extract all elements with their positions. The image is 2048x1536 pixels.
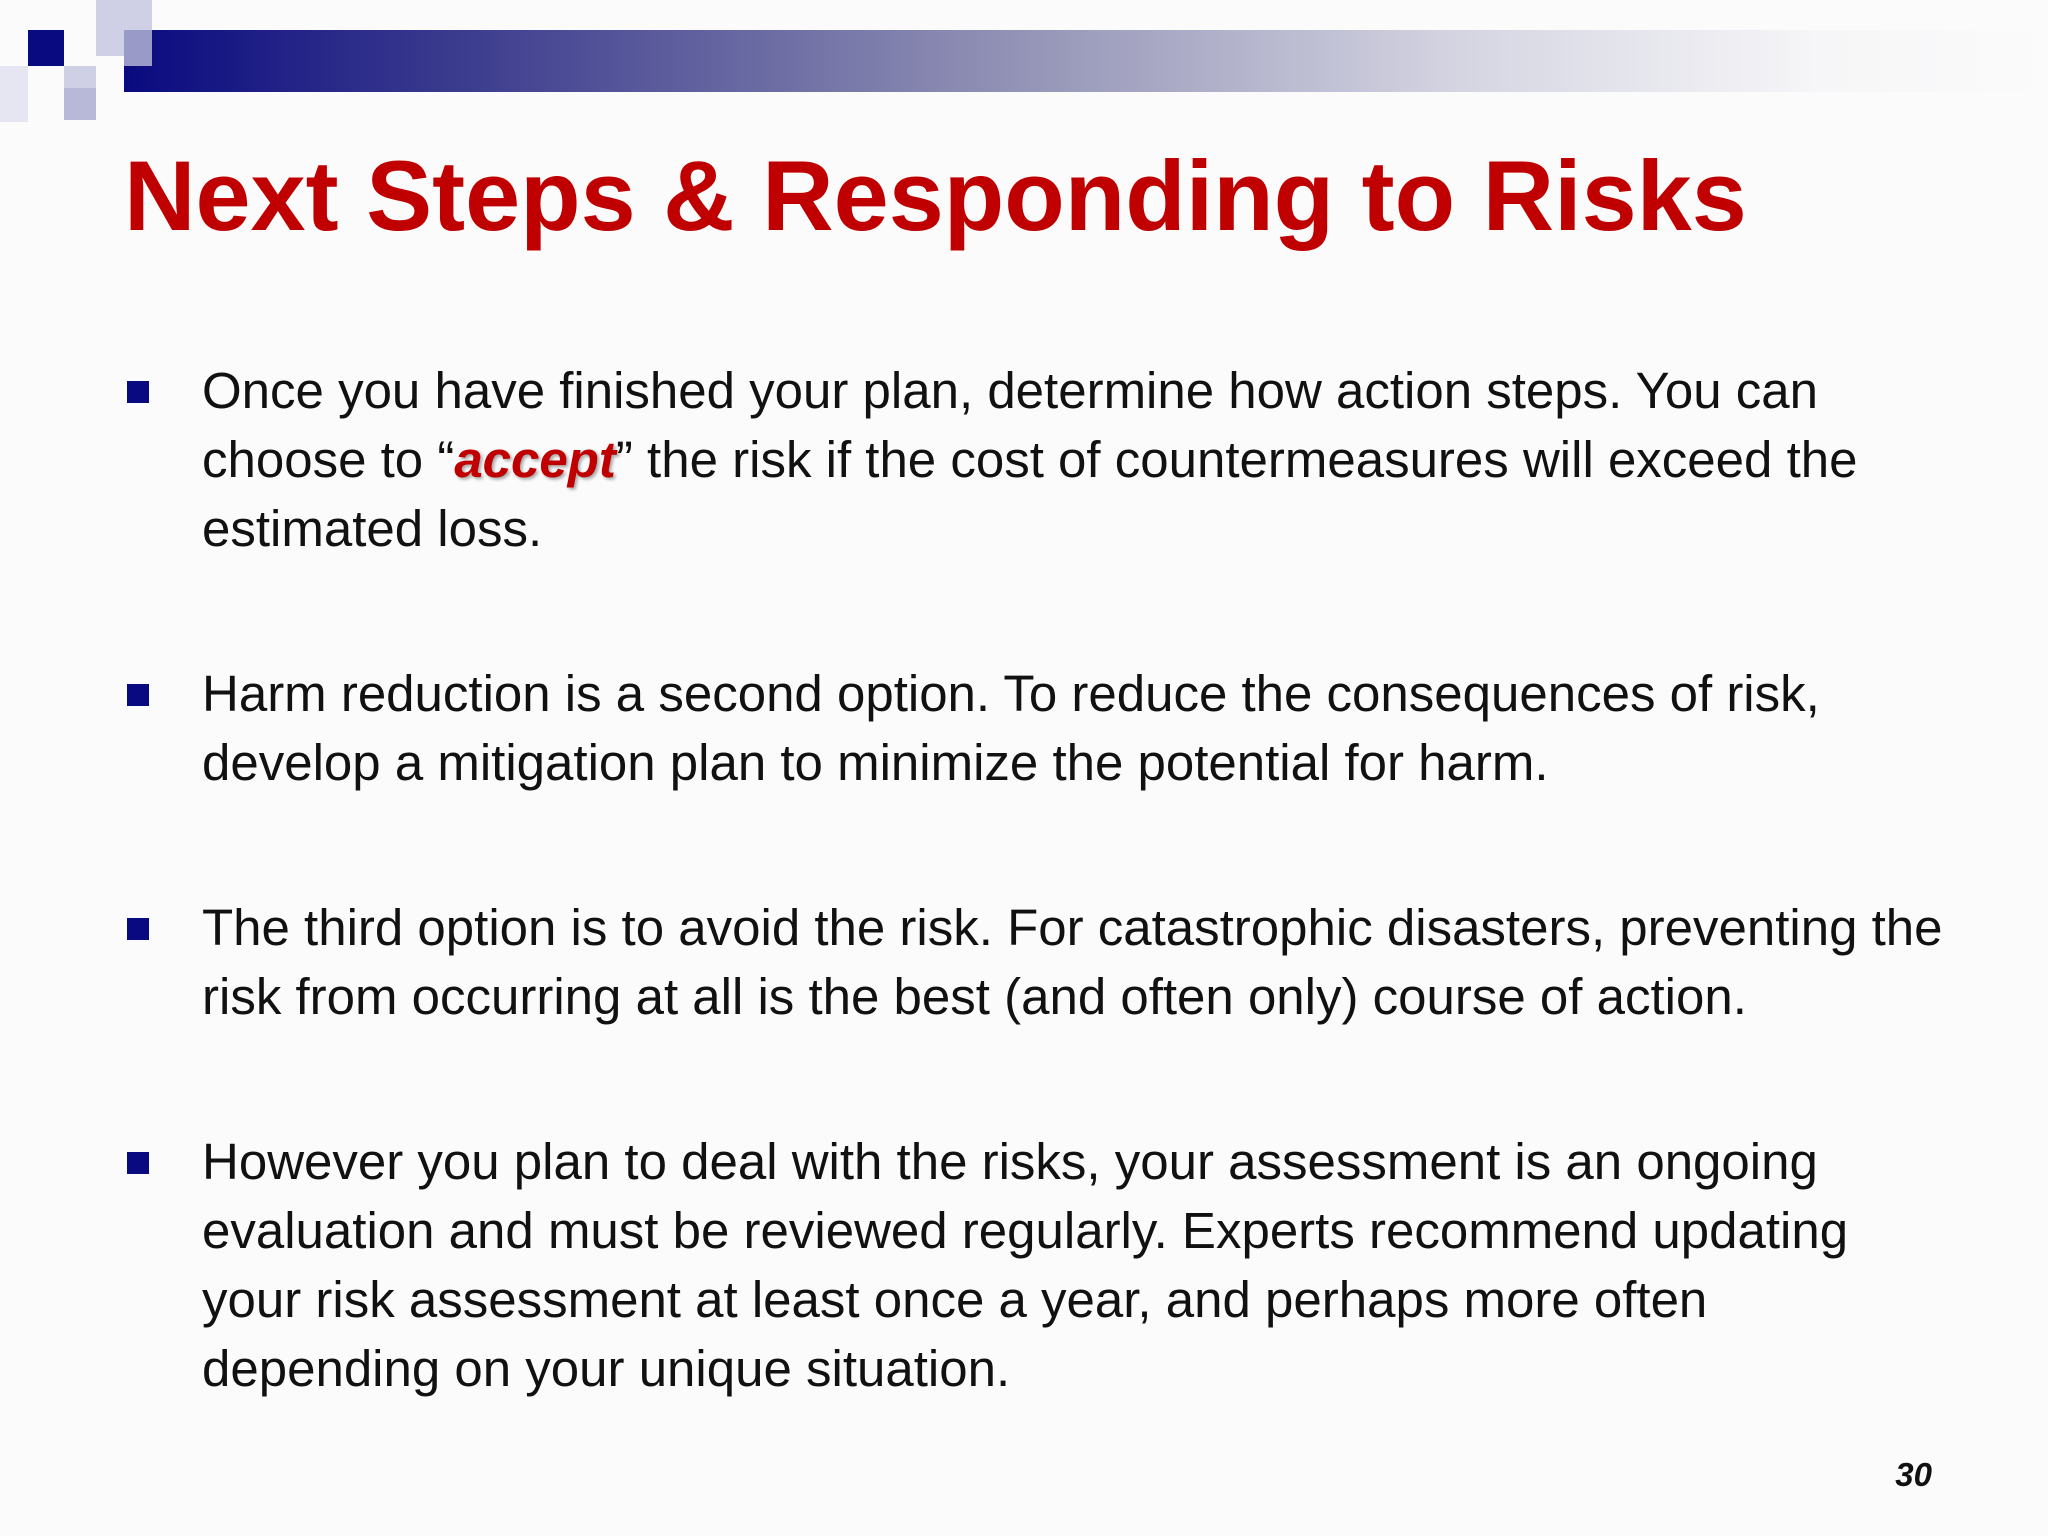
bullet-item-avoid [124, 893, 1944, 1031]
accept-emphasis: accept [454, 431, 616, 488]
page-number: 30 [1895, 1456, 1932, 1493]
header-gradient-bar [124, 30, 2048, 92]
bullet-text-after: ” the risk if the cost of countermeasures will exceed the estimated loss. [202, 431, 1858, 557]
bullet-text-before: Once you have finished your plan, determine how action steps. You can choose to “ [202, 362, 1819, 488]
bullet-text: However you plan to deal with the risks, your assessment is an ongoing evaluation and must be reviewed regularly. Experts recommend updating your risk assessment at least once a year, and perhaps more often depending on your unique situation. [202, 1133, 1849, 1397]
header-decor-square [124, 30, 152, 66]
header-decor-square [64, 88, 96, 120]
square-bullet-icon [127, 1152, 149, 1174]
bullet-text: Harm reduction is a second option. To reduce the consequences of risk, develop a mitigation plan to minimize the potential for harm. [202, 665, 1820, 791]
slide-title: Next Steps & Responding to Risks [124, 140, 1747, 251]
square-bullet-icon [127, 684, 149, 706]
bullet-item-accept [124, 356, 1944, 563]
header-decor-square [28, 30, 64, 66]
header-decor-square [0, 66, 28, 122]
bullet-item-review [124, 1127, 1944, 1403]
square-bullet-icon [127, 918, 149, 940]
bullet-item-harm-reduction [124, 659, 1944, 797]
bullet-text: The third option is to avoid the risk. For catastrophic disasters, preventing the risk from occurring at all is the best (and often only) course of action. [202, 899, 1943, 1025]
square-bullet-icon [127, 381, 149, 403]
bullet-list [124, 356, 1944, 1403]
